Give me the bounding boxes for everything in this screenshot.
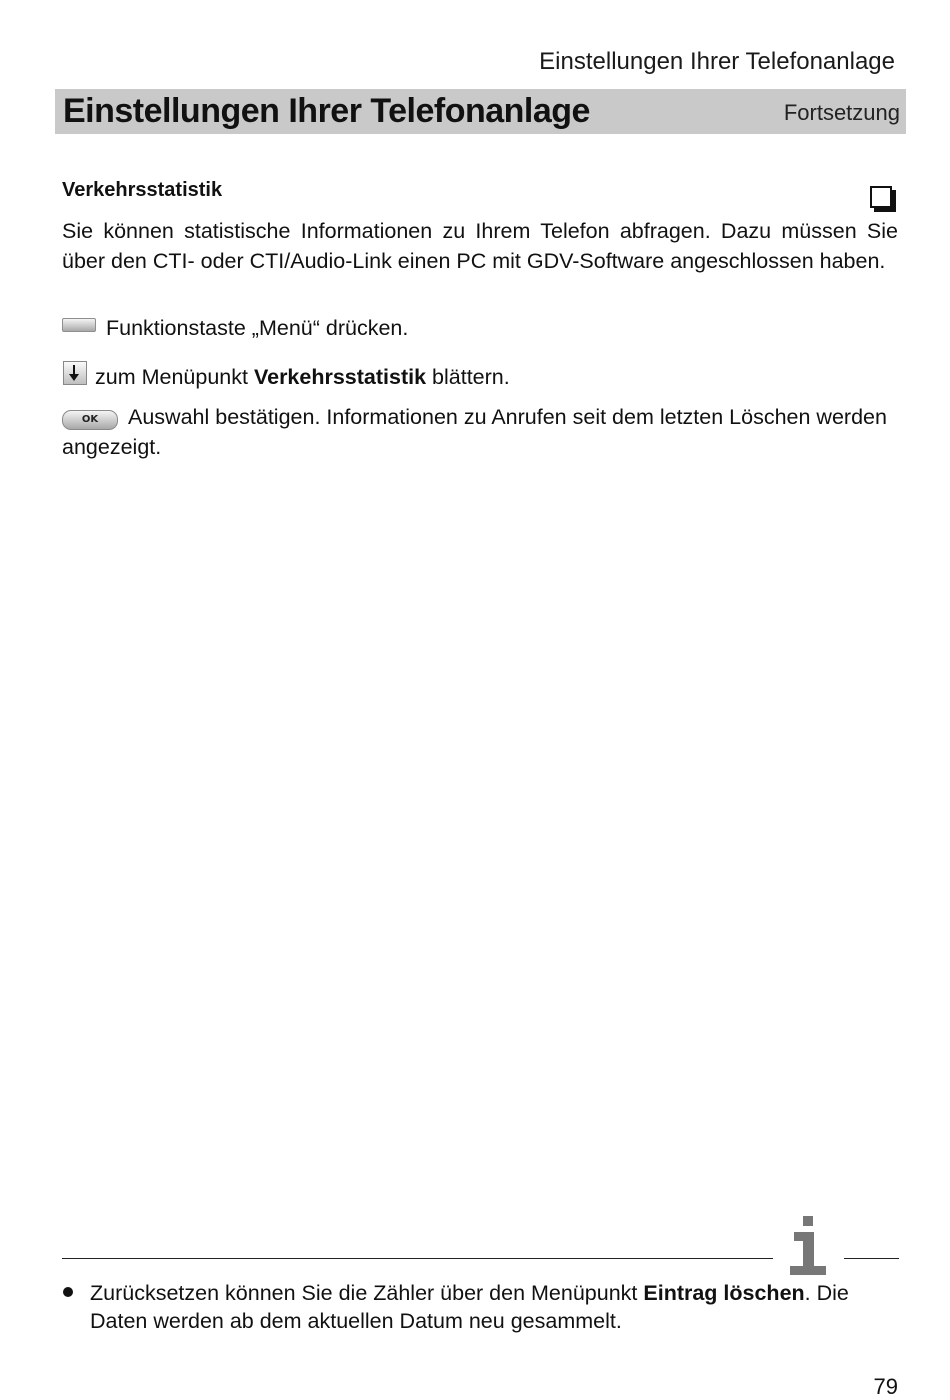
note-text [90, 1279, 898, 1335]
bullet-dot [63, 1287, 73, 1297]
section-heading: Verkehrsstatistik [62, 179, 223, 201]
note-text-after: . Die Daten werden ab dem aktuellen Datum neu gesammelt. [90, 1281, 849, 1333]
step-scroll [62, 361, 898, 392]
step-ok-text: Auswahl bestätigen. Informationen zu Anrufen seit dem letzten Löschen werden angezeigt. [62, 405, 887, 459]
menu-item-name: Verkehrsstatistik [253, 365, 427, 389]
step-ok [62, 402, 898, 462]
intro-paragraph: Sie können statistische Informationen zu Ihrem Telefon abfragen. Dazu müssen Sie über den CTI- oder CTI/Audio-Link einen PC mit GDV-Software angeschlossen haben. [62, 219, 898, 273]
title-bar [55, 89, 906, 134]
note-divider-right [844, 1258, 899, 1259]
step-menu [62, 313, 898, 343]
step-scroll-text-after: blättern. [432, 365, 510, 389]
info-icon [786, 1212, 830, 1276]
step-menu-text: Funktionstaste „Menü“ drücken. [106, 316, 409, 340]
checkbox-icon [870, 186, 892, 208]
step-scroll-text-before: zum Menüpunkt [95, 365, 248, 389]
continuation-label: Fortsetzung [783, 100, 900, 125]
note-divider-left [62, 1258, 773, 1259]
running-header: Einstellungen Ihrer Telefonanlage [539, 48, 895, 75]
ok-key-icon: OK [62, 410, 118, 430]
menu-key-icon [62, 318, 96, 332]
note-text-before: Zurücksetzen können Sie die Zähler über den Menüpunkt [90, 1281, 638, 1305]
page-number: 79 [873, 1374, 898, 1399]
scroll-down-key-icon [63, 361, 87, 385]
note-menu-item: Eintrag löschen [643, 1281, 805, 1305]
page-title: Einstellungen Ihrer Telefonanlage [63, 92, 590, 130]
